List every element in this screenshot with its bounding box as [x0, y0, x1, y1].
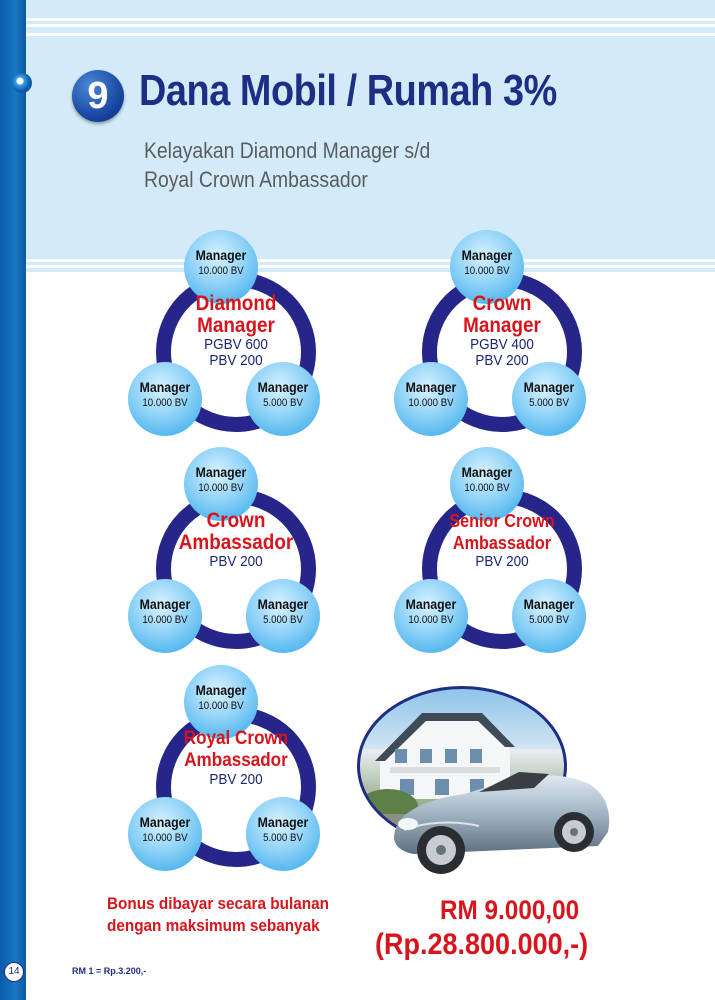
bonus-line: Bonus dibayar secara bulanan — [107, 894, 329, 913]
bubble-value: 10.000 BV — [408, 397, 454, 409]
bubble-label: Manager — [139, 814, 191, 830]
bubble-label: Manager — [257, 814, 309, 830]
rank-requirement: PGBV 600 — [204, 336, 268, 353]
subtitle-line: Kelayakan Diamond Manager s/d — [144, 138, 431, 163]
header-stripe — [26, 18, 715, 21]
rank-center — [161, 728, 311, 788]
bubble-label: Manager — [257, 379, 309, 395]
bonus-note — [107, 893, 329, 937]
diagram-royal-crown-ambassador — [128, 665, 358, 875]
page-title: Dana Mobil / Rumah 3% — [139, 66, 557, 115]
left-sidebar-bar — [0, 0, 26, 1000]
rank-title: Ambassador — [178, 531, 294, 554]
bubble-label: Manager — [139, 596, 191, 612]
bubble-value: 5.000 BV — [529, 614, 569, 626]
manager-bubble-right — [246, 362, 320, 436]
bubble-value: 10.000 BV — [464, 265, 510, 277]
rank-title: Ambassador — [184, 750, 288, 771]
rank-title: Senior Crown — [449, 511, 555, 531]
bubble-value: 10.000 BV — [198, 482, 244, 494]
bubble-value: 5.000 BV — [529, 397, 569, 409]
bubble-value: 5.000 BV — [263, 397, 303, 409]
rank-center — [427, 293, 577, 369]
section-number-badge: 9 — [72, 70, 124, 122]
bubble-label: Manager — [139, 379, 191, 395]
rank-title: Crown — [472, 292, 532, 315]
rank-requirement: PBV 200 — [209, 771, 263, 788]
bubble-value: 5.000 BV — [263, 832, 303, 844]
bubble-label: Manager — [405, 596, 457, 612]
bubble-label: Manager — [257, 596, 309, 612]
bonus-line: dengan maksimum sebanyak — [107, 916, 320, 935]
bubble-value: 10.000 BV — [142, 614, 188, 626]
rank-title: Crown — [206, 509, 266, 532]
rank-title: Manager — [463, 314, 541, 337]
bubble-value: 10.000 BV — [142, 397, 188, 409]
bubble-label: Manager — [195, 464, 247, 480]
rank-requirement: PBV 200 — [475, 352, 529, 369]
bullet-dot-icon — [12, 73, 32, 93]
exchange-rate-note: RM 1 = Rp.3.200,- — [72, 966, 147, 976]
diagram-crown-manager — [394, 230, 624, 440]
manager-bubble-left — [128, 579, 202, 653]
bubble-value: 10.000 BV — [464, 482, 510, 494]
bubble-label: Manager — [461, 247, 513, 263]
bubble-label: Manager — [405, 379, 457, 395]
bubble-value: 10.000 BV — [198, 265, 244, 277]
rank-center — [161, 293, 311, 369]
diagram-diamond-manager — [128, 230, 358, 440]
amount-rm: RM 9.000,00 — [440, 895, 580, 925]
rank-title: Manager — [197, 314, 275, 337]
bubble-value: 10.000 BV — [142, 832, 188, 844]
eligibility-subtitle — [144, 136, 430, 194]
manager-bubble-right — [512, 579, 586, 653]
rank-center — [161, 510, 311, 570]
manager-bubble-left — [394, 579, 468, 653]
page-number: 14 — [4, 962, 24, 982]
manager-bubble-left — [128, 362, 202, 436]
bubble-label: Manager — [523, 379, 575, 395]
bubble-value: 5.000 BV — [263, 614, 303, 626]
rank-title: Royal Crown — [183, 728, 289, 749]
bubble-value: 10.000 BV — [408, 614, 454, 626]
bubble-label: Manager — [195, 247, 247, 263]
rank-requirement: PBV 200 — [475, 553, 529, 570]
amount-rp: (Rp.28.800.000,-) — [375, 928, 589, 961]
manager-bubble-right — [246, 579, 320, 653]
rank-title: Diamond — [195, 292, 277, 315]
rank-requirement: PGBV 400 — [470, 336, 534, 353]
rank-title: Ambassador — [452, 533, 552, 553]
header-stripe — [26, 33, 715, 36]
convertible-car-icon — [384, 742, 614, 890]
manager-bubble-left — [394, 362, 468, 436]
manager-bubble-right — [246, 797, 320, 871]
rank-requirement: PBV 200 — [209, 352, 263, 369]
bubble-label: Manager — [461, 464, 513, 480]
diagram-senior-crown-ambassador — [394, 447, 624, 657]
bubble-value: 10.000 BV — [198, 700, 244, 712]
bubble-label: Manager — [195, 682, 247, 698]
rank-requirement: PBV 200 — [209, 553, 263, 570]
header-stripe — [26, 24, 715, 27]
bubble-label: Manager — [523, 596, 575, 612]
manager-bubble-left — [128, 797, 202, 871]
subtitle-line: Royal Crown Ambassador — [144, 167, 368, 192]
rank-center — [427, 510, 577, 570]
manager-bubble-right — [512, 362, 586, 436]
diagram-crown-ambassador — [128, 447, 358, 657]
